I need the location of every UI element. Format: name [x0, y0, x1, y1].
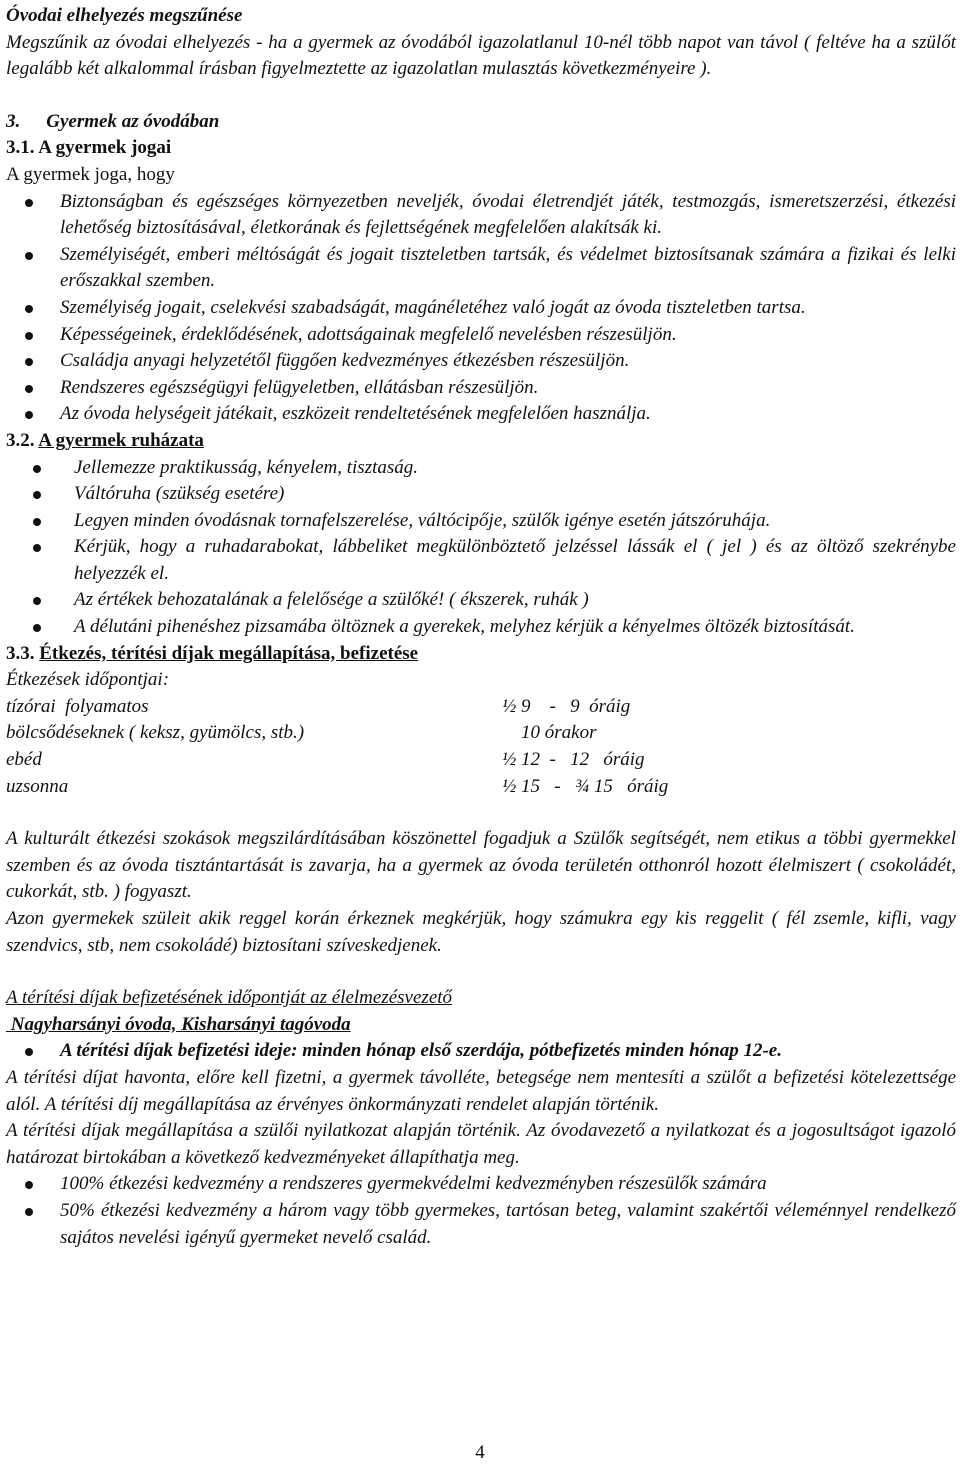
list-item: Családja anyagi helyzetétől függően kedvezményes étkezésben részesüljön. [6, 348, 956, 375]
clothing-list [6, 455, 956, 641]
section-3-2-number: 3.2. [6, 429, 35, 451]
list-item: Rendszeres egészségügyi felügyeletben, ellátásban részesüljön. [6, 375, 956, 402]
bullet-icon [33, 597, 41, 605]
list-item: A délutáni pihenéshez pizsamába öltöznek a gyerekek, melyhez kérjük a kényelmes öltözék biztosítását. [6, 614, 956, 641]
list-item: Biztonságban és egészséges környezetben neveljék, óvodai életrendjét játék, testmozgás, ismeretszerzési, étkezési lehetőség biztosításával, életkorának és fejlettségének megfelelően alakítsák ki. [6, 189, 956, 242]
bullet-icon [33, 465, 41, 473]
section-3-1-title: A gyermek jogai [38, 137, 172, 159]
advance-payment-paragraph: A térítési díjat havonta, előre kell fizetni, a gyermek távolléte, betegsége nem mentesíti a szülőt a befizetési kötelezettsége alól. A térítési díj megállapítása az érvényes önkormányzati rendelet alapján történik. [6, 1066, 956, 1115]
section-3-1-heading [6, 135, 956, 162]
bullet-icon [25, 358, 33, 366]
section-3-1-number: 3.1. [6, 137, 35, 159]
list-item: Váltóruha (szükség esetére) [6, 481, 956, 508]
document-page [6, 3, 956, 1251]
breakfast-paragraph: Azon gyermekek szüleit akik reggel korán érkeznek megkérjük, hogy számukra egy kis reggelit ( fél zsemle, kifli, vagy szendvics, stb, nem csokoládé) biztosítani szíveskedjenek. [6, 908, 956, 956]
bullet-icon [25, 385, 33, 393]
discount-list [6, 1171, 956, 1251]
bullet-icon [25, 1208, 33, 1216]
table-row: uzsonna ½ 15 - ¾ 15 óráig [6, 775, 669, 797]
table-row: tízórai folyamatos ½ 9 - 9 óráig [6, 695, 631, 717]
culture-paragraph: A kulturált étkezési szokások megszilárdításában köszönettel fogadjuk a Szülők segítségét, nem etikus a többi gyermekkel szemben és az óvoda tisztántartását is zavarja, ha a gyermek az óvoda területén otthonról hozott élelmiszert ( csokoládét, cukorkát, stb. ) fogyaszt. [6, 828, 956, 903]
bullet-icon [33, 544, 41, 552]
section-3-heading [6, 109, 956, 136]
list-item: Az értékek behozatalának a felelősége a szülőké! ( ékszerek, ruhák ) [6, 587, 956, 614]
bullet-icon [33, 518, 41, 526]
payment-intro: A térítési díjak befizetésének időpontját az élelmezésvezető [6, 987, 453, 1009]
list-item: Kérjük, hogy a ruhadarabokat, lábbeliket megkülönböztető jelzéssel lássák el ( jel ) és az öltöző szekrénybe helyezzék el. [6, 534, 956, 587]
list-item: Képességeinek, érdeklődésének, adottságainak megfelelő nevelésben részesüljön. [6, 322, 956, 349]
bullet-icon [25, 252, 33, 260]
meal-times-table [6, 694, 956, 800]
termination-heading: Óvodai elhelyezés megszűnése [6, 5, 243, 26]
rights-list [6, 189, 956, 428]
termination-text: Megszűnik az óvodai elhelyezés - ha a gyermek az óvodából igazolatlanul 10-nél több napot van távol ( feltéve ha a szülőt legalább két alkalommal írásban figyelmeztette az igazolatlan mulasztás következményeire ). [6, 31, 956, 80]
bullet-icon [25, 1181, 33, 1189]
table-row: ebéd ½ 12 - 12 óráig [6, 749, 645, 771]
list-item: 50% étkezési kedvezmény a három vagy több gyermekes, tartósan beteg, valamint szakértői véleménnyel rendelkező sajátos nevelési igényű gyermeket nevelő család. [6, 1198, 956, 1251]
section-3-2-heading [6, 428, 956, 455]
bullet-icon [25, 332, 33, 340]
bullet-icon [25, 1048, 33, 1056]
bullet-icon [25, 199, 33, 207]
bullet-icon [25, 411, 33, 419]
meal-times-label: Étkezések időpontjai: [6, 669, 170, 691]
bullet-icon [33, 491, 41, 499]
page-number: 4 [475, 1442, 485, 1463]
list-item: Jellemezze praktikusság, kényelem, tisztaság. [6, 455, 956, 482]
section-3-3-heading [6, 641, 956, 668]
list-item: Személyiség jogait, cselekvési szabadságát, magánéletéhez való jogát az óvoda tiszteletben tartsa. [6, 295, 956, 322]
section-3-3-number: 3.3. [6, 642, 35, 664]
rights-intro: A gyermek joga, hogy [6, 163, 175, 185]
list-item: 100% étkezési kedvezmény a rendszeres gyermekvédelmi kedvezményben részesülők számára [6, 1171, 956, 1198]
section-3-3-title: Étkezés, térítési díjak megállapítása, befizetése [39, 642, 419, 664]
bullet-icon [33, 624, 41, 632]
table-row: bölcsődéseknek ( keksz, gyümölcs, stb.) 10 órakor [6, 722, 597, 744]
list-item: A térítési díjak befizetési ideje: minden hónap első szerdája, pótbefizetés minden hónap 12-e. [6, 1038, 956, 1065]
institution-name: Nagyharsányi óvoda, Kisharsányi tagóvoda [6, 1013, 351, 1035]
section-3-number: 3. [6, 110, 21, 132]
payment-deadline-list [6, 1038, 956, 1065]
list-item: Az óvoda helységeit játékait, eszközeit rendeltetésének megfelelően használja. [6, 401, 956, 428]
section-3-title: Gyermek az óvodában [46, 110, 220, 132]
bullet-icon [25, 305, 33, 313]
declaration-paragraph: A térítési díjak megállapítása a szülői nyilatkozat alapján történik. Az óvodavezető a nyilatkozat és a jogosultságot igazoló határozat birtokában a következő kedvezményeket állapíthatja meg. [6, 1120, 956, 1168]
section-3-2-title: A gyermek ruházata [38, 429, 204, 451]
list-item: Legyen minden óvodásnak tornafelszerelése, váltócipője, szülők igénye esetén játszóruhája. [6, 508, 956, 535]
list-item: Személyiségét, emberi méltóságát és jogait tiszteletben tartsák, és védelmet biztosítsanak számára a fizikai és lelki erőszakkal szemben. [6, 242, 956, 295]
